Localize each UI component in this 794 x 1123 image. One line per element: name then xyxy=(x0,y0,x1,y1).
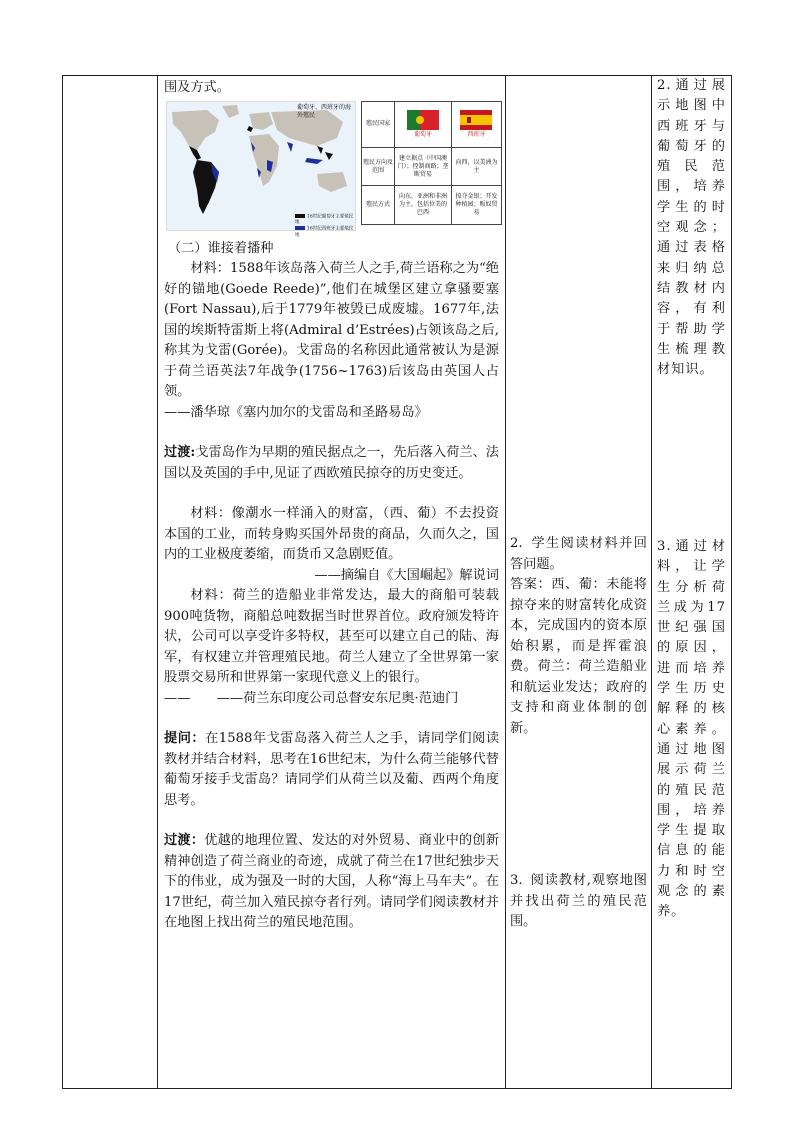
material-2: 材料：像潮水一样涌入的财富，（西、葡）不去投资本国的工业，而转身购买国外昂贵的商品，久而久之，国内的工业极度萎缩，而货币又急剧贬值。 xyxy=(164,506,499,562)
transition-label: 过渡： xyxy=(164,833,205,848)
intro-tail: 围及方式。 xyxy=(164,80,230,95)
question xyxy=(164,729,499,811)
design-note-3: 3.通过材料，让学生分析荷兰成为17世纪强国的原因，进而培养学生历史解释的核心素养。通过地图展示荷兰的殖民范围，培养学生提取信息的能力和时空观念的素养。 xyxy=(657,539,726,920)
spain-method: 掠夺金银；开发种植园；贩奴贸易 xyxy=(451,186,501,224)
question-text: 在1588年戈雷岛落入荷兰人之手，请同学们阅读教材并结合材料，思考在16世纪末，为什么荷兰能够代替葡萄牙接手戈雷岛？请同学们从荷兰以及葡、西两个角度思考。 xyxy=(164,731,500,808)
item-text: 学生阅读材料并回答问题。 xyxy=(510,536,647,572)
item-number: 3. xyxy=(510,873,523,888)
student-activity-column-item3 xyxy=(506,871,651,933)
item-text: 阅读教材,观察地图并找出荷兰的殖民范围。 xyxy=(510,873,647,929)
transition-label: 过渡: xyxy=(164,445,196,460)
world-map-graphic xyxy=(167,102,355,230)
spain-range: 向西，以美洲为主 xyxy=(451,148,501,186)
student-item-2 xyxy=(510,534,647,575)
source-2: ——摘编自《大国崛起》解说词 xyxy=(314,567,499,583)
portugal-method: 向东，亚洲和非洲为主，包括位美的巴西 xyxy=(395,186,452,224)
transition-1 xyxy=(164,443,499,484)
row-header: 殖民方向及范围 xyxy=(362,148,395,186)
transition-2 xyxy=(164,831,499,934)
material-3: 材料：荷兰的造船业非常发达，最大的商船可装载900吨货物，商船总吨数据当时世界首位。政府颁发特许状，公司可以享受许多特权，甚至可以建立自己的陆、海军，有权建立并管理殖民地。荷兰人建立了全世界第一家股票交易所和世界第一家现代意义上的银行。 xyxy=(164,588,499,685)
legend-item: 16世纪葡萄牙主要殖民地 xyxy=(295,214,354,225)
row-header: 殖民方式 xyxy=(362,186,395,224)
map-title: 葡萄牙、西班牙的海外殖民 xyxy=(297,103,352,119)
design-intent-column xyxy=(652,76,732,380)
question-label: 提问： xyxy=(164,731,206,746)
transition-text: 戈雷岛作为早期的殖民据点之一，先后落入荷兰、法国以及英国的手中,见证了西欧殖民掠夺的历史变迁。 xyxy=(164,445,499,481)
student-item-3 xyxy=(510,871,647,933)
legend-item: 16世纪西班牙主要殖民地 xyxy=(295,226,354,238)
lesson-plan-table xyxy=(62,75,732,1089)
row-header: 殖民国家 xyxy=(362,101,395,148)
source-3: —— ——荷兰东印度公司总督安东尼奥·范迪门 xyxy=(164,690,459,706)
portugal-flag-icon xyxy=(407,110,439,130)
item-number: 2. xyxy=(510,536,523,551)
design-intent-column-3 xyxy=(652,537,732,923)
teacher-activity-column xyxy=(158,76,505,934)
colonial-comparison-table xyxy=(361,101,502,225)
spain-flag-icon xyxy=(460,110,492,130)
student-answer: 答案：西、葡：未能将掠夺来的财富转化成资本，完成国内的资本原始积累，而是挥霍浪费。荷兰：荷兰造船业和航运业发达；政府的支持和商业体制的创新。 xyxy=(510,577,647,736)
design-note-2: 2.通过展示地图中西班牙与葡萄牙的殖民范围，培养学生的时空观念；通过表格来归纳总结教材内容，有利于帮助学生梳理教材知识。 xyxy=(657,78,726,378)
material-1: 材料：1588年该岛落入荷兰人之手,荷兰语称之为“绝好的锚地(Goede Reede)”,他们在城堡区建立拿骚要塞(Fort Nassau),后于1779年被毁已成废墟。1677年,法国的埃斯特雷斯上将(Admiral d’Estrées)占领该岛之后,称其为戈雷(Gorée)。戈雷岛的名称因此通常被认为是源于荷兰语英法7年战争(1756~1763)后该岛由英国人占领。 xyxy=(164,261,499,399)
spain-cell xyxy=(451,101,501,148)
world-map xyxy=(166,101,356,238)
transition-text: 优越的地理位置、发达的对外贸易、商业中的创新精神创造了荷兰商业的奇迹，成就了荷兰在17世纪独步天下的伟业，成为强及一时的大国，人称“海上马车夫”。在17世纪，荷兰加入殖民掠夺者行列。请同学们阅读教材并在地图上找出荷兰的殖民地范围。 xyxy=(164,833,500,930)
portugal-name: 葡萄牙 xyxy=(413,131,432,139)
spain-name: 西班牙 xyxy=(467,131,486,139)
portugal-range: 建立据点（中国澳门）；控制商路；垄断贸易 xyxy=(395,148,452,186)
map-legend xyxy=(295,214,355,239)
student-activity-column xyxy=(506,534,651,739)
section-title: （二）谁接着播种 xyxy=(168,240,274,256)
source-1: ——潘华琼《塞内加尔的戈雷岛和圣路易岛》 xyxy=(164,404,428,420)
portugal-cell xyxy=(395,101,452,148)
colonial-figure xyxy=(164,101,499,238)
